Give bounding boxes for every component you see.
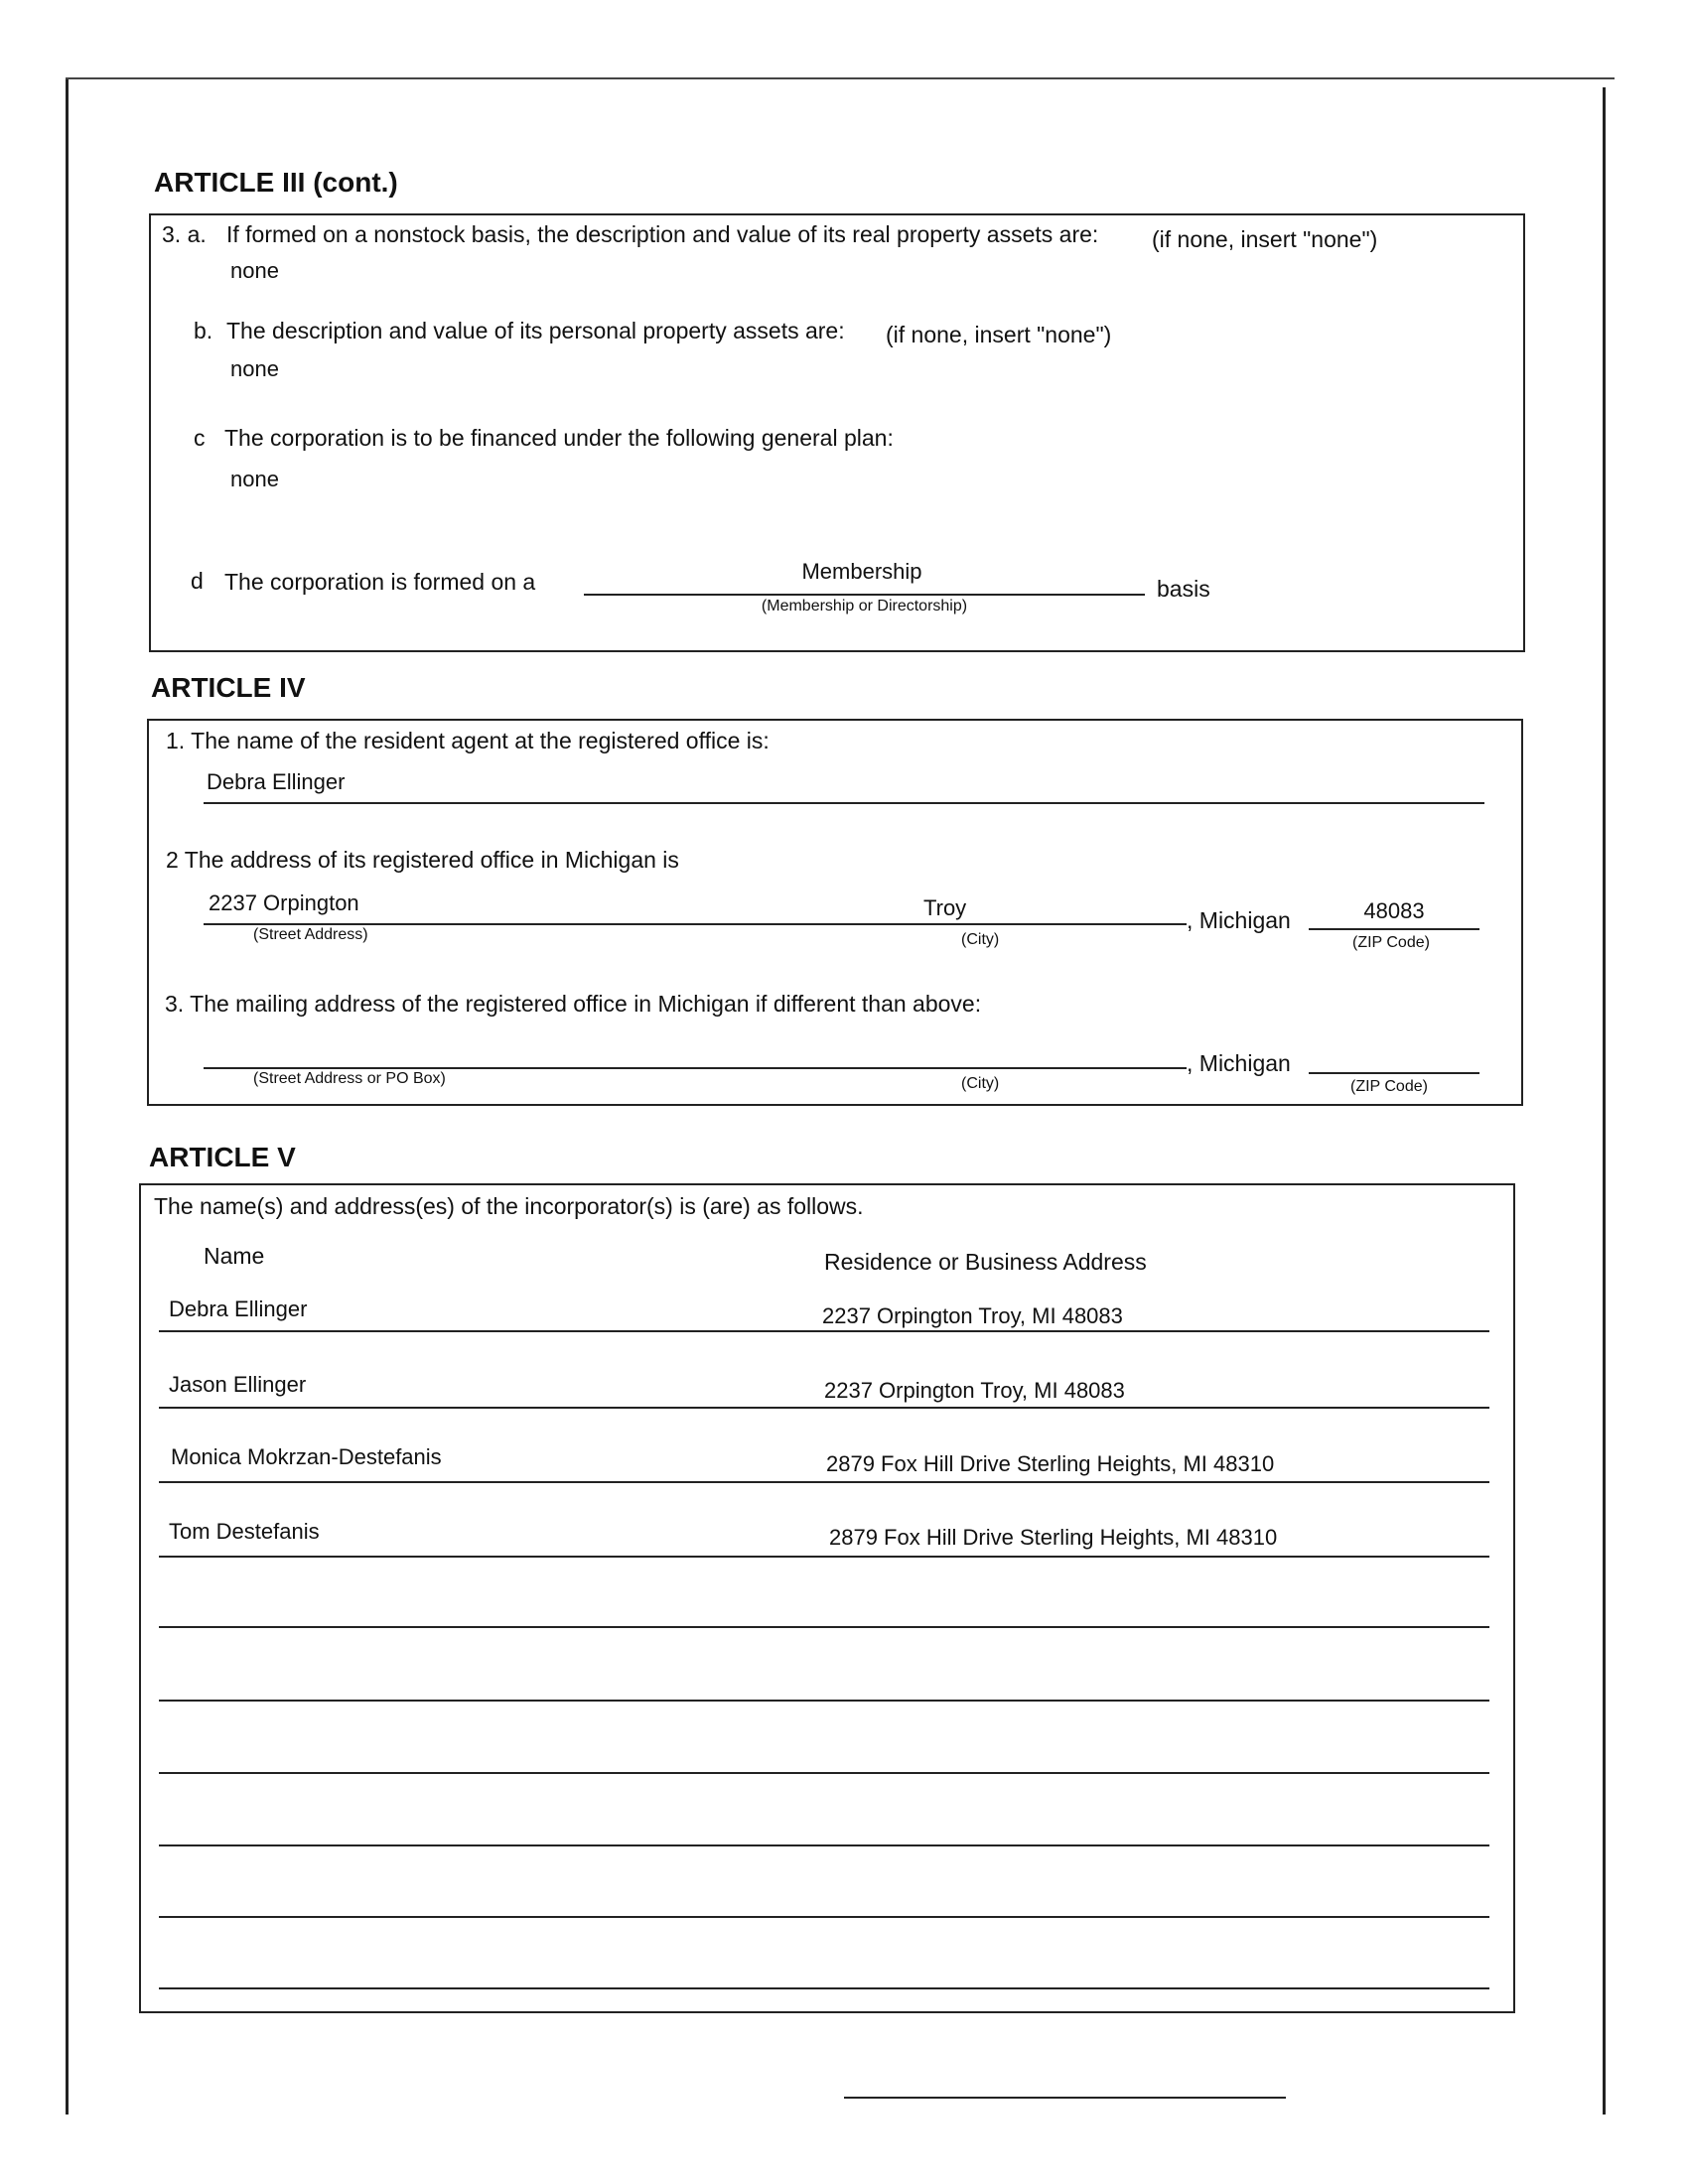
mailing-street-label: (Street Address or PO Box)	[253, 1070, 446, 1087]
article-3d-underline	[584, 594, 1145, 596]
article-5-intro: The name(s) and address(es) of the incorporator(s) is (are) as follows.	[154, 1193, 864, 1219]
article-3d-sublabel: (Membership or Directorship)	[761, 598, 968, 614]
incorporator-4-underline	[159, 1556, 1489, 1558]
article-3c-label: c	[194, 425, 206, 451]
article-4-q2: 2 The address of its registered office in Michigan is	[166, 847, 679, 873]
office-zip[interactable]: 48083	[1363, 898, 1425, 923]
article-5-heading: ARTICLE V	[149, 1142, 296, 1172]
article-4-q1: 1. The name of the resident agent at the registered office is:	[166, 728, 770, 753]
page-frame-top	[66, 77, 1615, 79]
article-3b-value[interactable]: none	[230, 356, 279, 381]
article-3a-hint: (if none, insert "none")	[1152, 226, 1378, 252]
street-address-label: (Street Address)	[253, 926, 368, 943]
zip-code-label: (ZIP Code)	[1352, 934, 1430, 951]
mailing-city-label: (City)	[961, 1075, 1000, 1092]
article-4-heading: ARTICLE IV	[151, 672, 306, 703]
incorporator-1-name[interactable]: Debra Ellinger	[169, 1297, 308, 1321]
blank-row-line[interactable]	[159, 1772, 1489, 1774]
column-header-address: Residence or Business Address	[824, 1249, 1147, 1275]
incorporator-4-name[interactable]: Tom Destefanis	[169, 1519, 320, 1544]
mailing-zip-underline[interactable]	[1309, 1072, 1479, 1074]
article-4-q3: 3. The mailing address of the registered office in Michigan if different than above:	[165, 991, 982, 1017]
article-3-heading: ARTICLE III (cont.)	[154, 167, 398, 198]
incorporator-3-name[interactable]: Monica Mokrzan-Destefanis	[171, 1444, 442, 1469]
resident-agent-name[interactable]: Debra Ellinger	[207, 769, 346, 794]
city-label: (City)	[961, 931, 1000, 948]
article-3b-hint: (if none, insert "none")	[886, 322, 1112, 347]
office-michigan: , Michigan	[1187, 907, 1291, 933]
article-3c-text: The corporation is to be financed under the following general plan:	[224, 425, 894, 451]
office-zip-underline	[1309, 928, 1479, 930]
mailing-zip-label: (ZIP Code)	[1350, 1078, 1428, 1095]
article-3d-label: d	[191, 568, 204, 594]
blank-row-line[interactable]	[159, 1700, 1489, 1702]
incorporator-1-address[interactable]: 2237 Orpington Troy, MI 48083	[822, 1303, 1123, 1328]
incorporator-2-address[interactable]: 2237 Orpington Troy, MI 48083	[824, 1378, 1125, 1403]
article-3b-text: The description and value of its personal property assets are:	[226, 318, 845, 343]
office-city[interactable]: Troy	[923, 895, 967, 920]
incorporator-4-address[interactable]: 2879 Fox Hill Drive Sterling Heights, MI 48310	[829, 1525, 1278, 1550]
blank-row-line[interactable]	[159, 1916, 1489, 1918]
article-3c-value[interactable]: none	[230, 467, 279, 491]
incorporator-1-underline	[159, 1330, 1489, 1332]
mailing-michigan: , Michigan	[1187, 1050, 1291, 1076]
incorporator-3-address[interactable]: 2879 Fox Hill Drive Sterling Heights, MI 48310	[826, 1451, 1275, 1476]
page-frame-left	[66, 77, 69, 2115]
article-3b-label: b.	[194, 318, 213, 343]
page-frame-right	[1603, 87, 1606, 2115]
incorporator-3-underline	[159, 1481, 1489, 1483]
incorporator-2-name[interactable]: Jason Ellinger	[169, 1372, 307, 1397]
article-3d-value[interactable]: Membership	[801, 559, 922, 584]
resident-agent-underline	[204, 802, 1484, 804]
article-3d-suffix: basis	[1157, 576, 1210, 602]
office-street[interactable]: 2237 Orpington	[209, 890, 359, 915]
article-3d-text: The corporation is formed on a	[224, 569, 536, 595]
article-3a-text: If formed on a nonstock basis, the description and value of its real property assets are:	[226, 221, 1099, 247]
blank-row-line[interactable]	[159, 1987, 1489, 1989]
article-3a-label: 3. a.	[162, 221, 207, 247]
mailing-street-city-underline[interactable]	[204, 1067, 1187, 1069]
blank-row-line[interactable]	[159, 1626, 1489, 1628]
incorporator-2-underline	[159, 1407, 1489, 1409]
article-3a-value[interactable]: none	[230, 258, 279, 283]
office-street-city-underline	[204, 923, 1187, 925]
blank-row-line[interactable]	[159, 1844, 1489, 1846]
column-header-name: Name	[204, 1243, 265, 1269]
footer-line	[844, 2097, 1286, 2099]
